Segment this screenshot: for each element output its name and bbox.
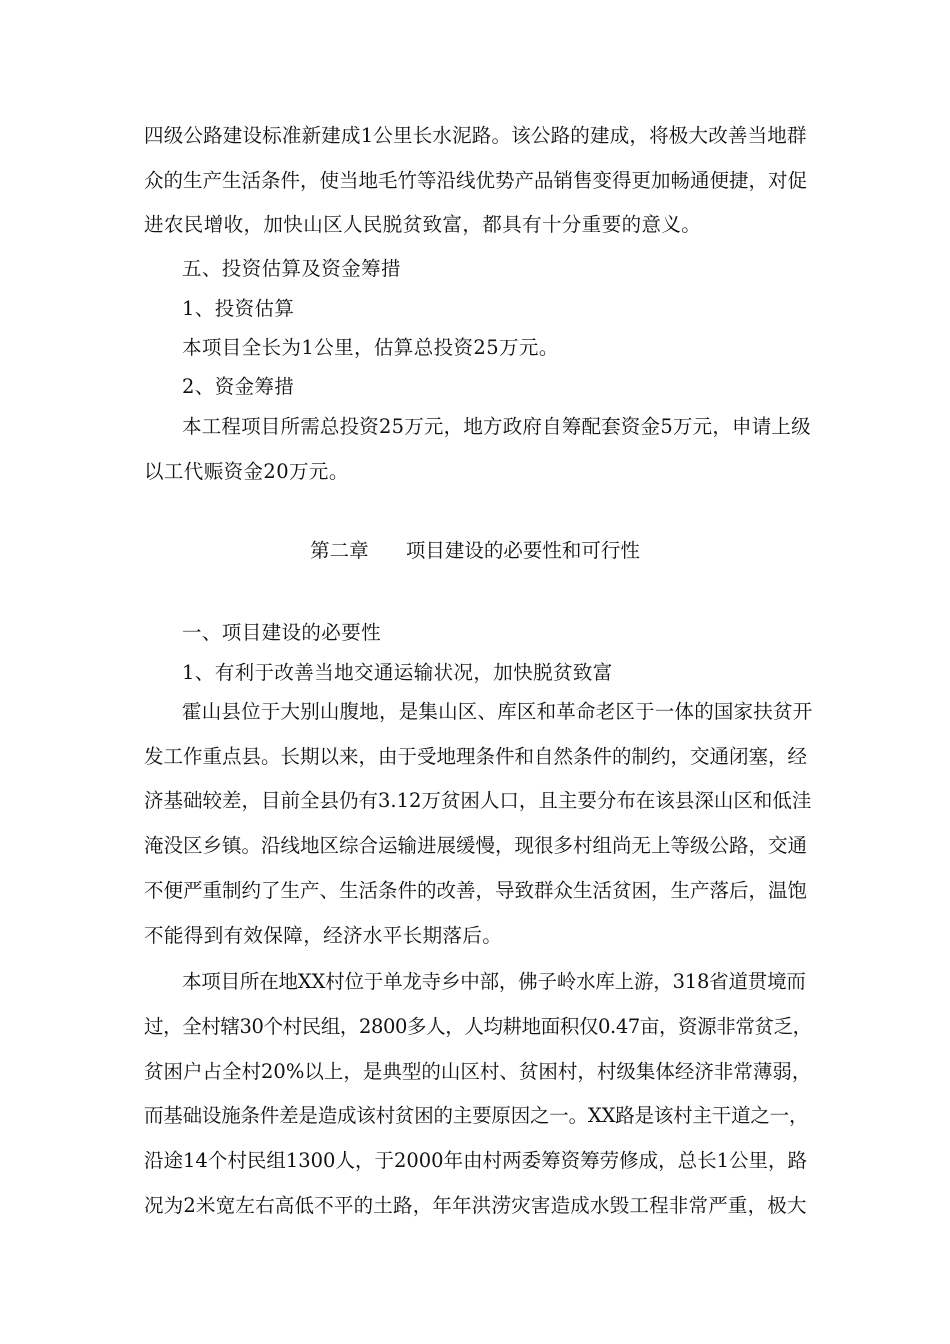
paragraph-line: 四级公路建设标准新建成1公里长水泥路。该公路的建成，将极大改善当地群 bbox=[144, 124, 807, 147]
paragraph-line: 贫困户占全村20%以上，是典型的山区村、贫困村，村级集体经济非常薄弱， bbox=[144, 1060, 812, 1083]
paragraph-line: 不能得到有效保障，经济水平长期落后。 bbox=[144, 924, 503, 947]
paragraph-line: 本项目全长为1公里，估算总投资25万元。 bbox=[182, 336, 559, 359]
subsection-heading: 1、投资估算 bbox=[182, 297, 295, 320]
paragraph-line: 本项目所在地XX村位于单龙寺乡中部，佛子岭水库上游，318省道贯境而 bbox=[182, 970, 806, 993]
paragraph-line: 发工作重点县。长期以来，由于受地理条件和自然条件的制约，交通闭塞，经 bbox=[144, 745, 808, 768]
paragraph-line: 过，全村辖30个村民组，2800多人，人均耕地面积仅0.47亩，资源非常贫乏， bbox=[144, 1015, 812, 1038]
chapter-title: 第二章 项目建设的必要性和可行性 bbox=[310, 539, 640, 562]
section-heading: 一、项目建设的必要性 bbox=[182, 621, 382, 644]
paragraph-line: 以工代赈资金20万元。 bbox=[144, 460, 349, 483]
subsection-heading: 1、有利于改善当地交通运输状况，加快脱贫致富 bbox=[182, 661, 613, 684]
paragraph-line: 不便严重制约了生产、生活条件的改善，导致群众生活贫困，生产落后，温饱 bbox=[144, 879, 808, 902]
paragraph-line: 进农民增收，加快山区人民脱贫致富，都具有十分重要的意义。 bbox=[144, 213, 702, 236]
paragraph-line: 霍山县位于大别山腹地，是集山区、库区和革命老区于一体的国家扶贫开 bbox=[182, 700, 813, 723]
paragraph-line: 而基础设施条件差是造成该村贫困的主要原因之一。XX路是该村主干道之一， bbox=[144, 1104, 809, 1127]
section-heading: 五、投资估算及资金筹措 bbox=[182, 257, 401, 280]
paragraph-line: 沿途14个村民组1300人，于2000年由村两委筹资筹劳修成，总长1公里，路 bbox=[144, 1149, 807, 1172]
subsection-heading: 2、资金筹措 bbox=[182, 375, 295, 398]
paragraph-line: 本工程项目所需总投资25万元，地方政府自筹配套资金5万元，申请上级 bbox=[182, 415, 811, 438]
paragraph-line: 淹没区乡镇。沿线地区综合运输进展缓慢，现很多村组尚无上等级公路，交通 bbox=[144, 834, 808, 857]
paragraph-line: 众的生产生活条件，使当地毛竹等沿线优势产品销售变得更加畅通便捷，对促 bbox=[144, 169, 808, 192]
paragraph-line: 济基础较差，目前全县仍有3.12万贫困人口，且主要分布在该县深山区和低洼 bbox=[144, 789, 812, 812]
paragraph-line: 况为2米宽左右高低不平的土路，年年洪涝灾害造成水毁工程非常严重，极大 bbox=[144, 1194, 807, 1217]
